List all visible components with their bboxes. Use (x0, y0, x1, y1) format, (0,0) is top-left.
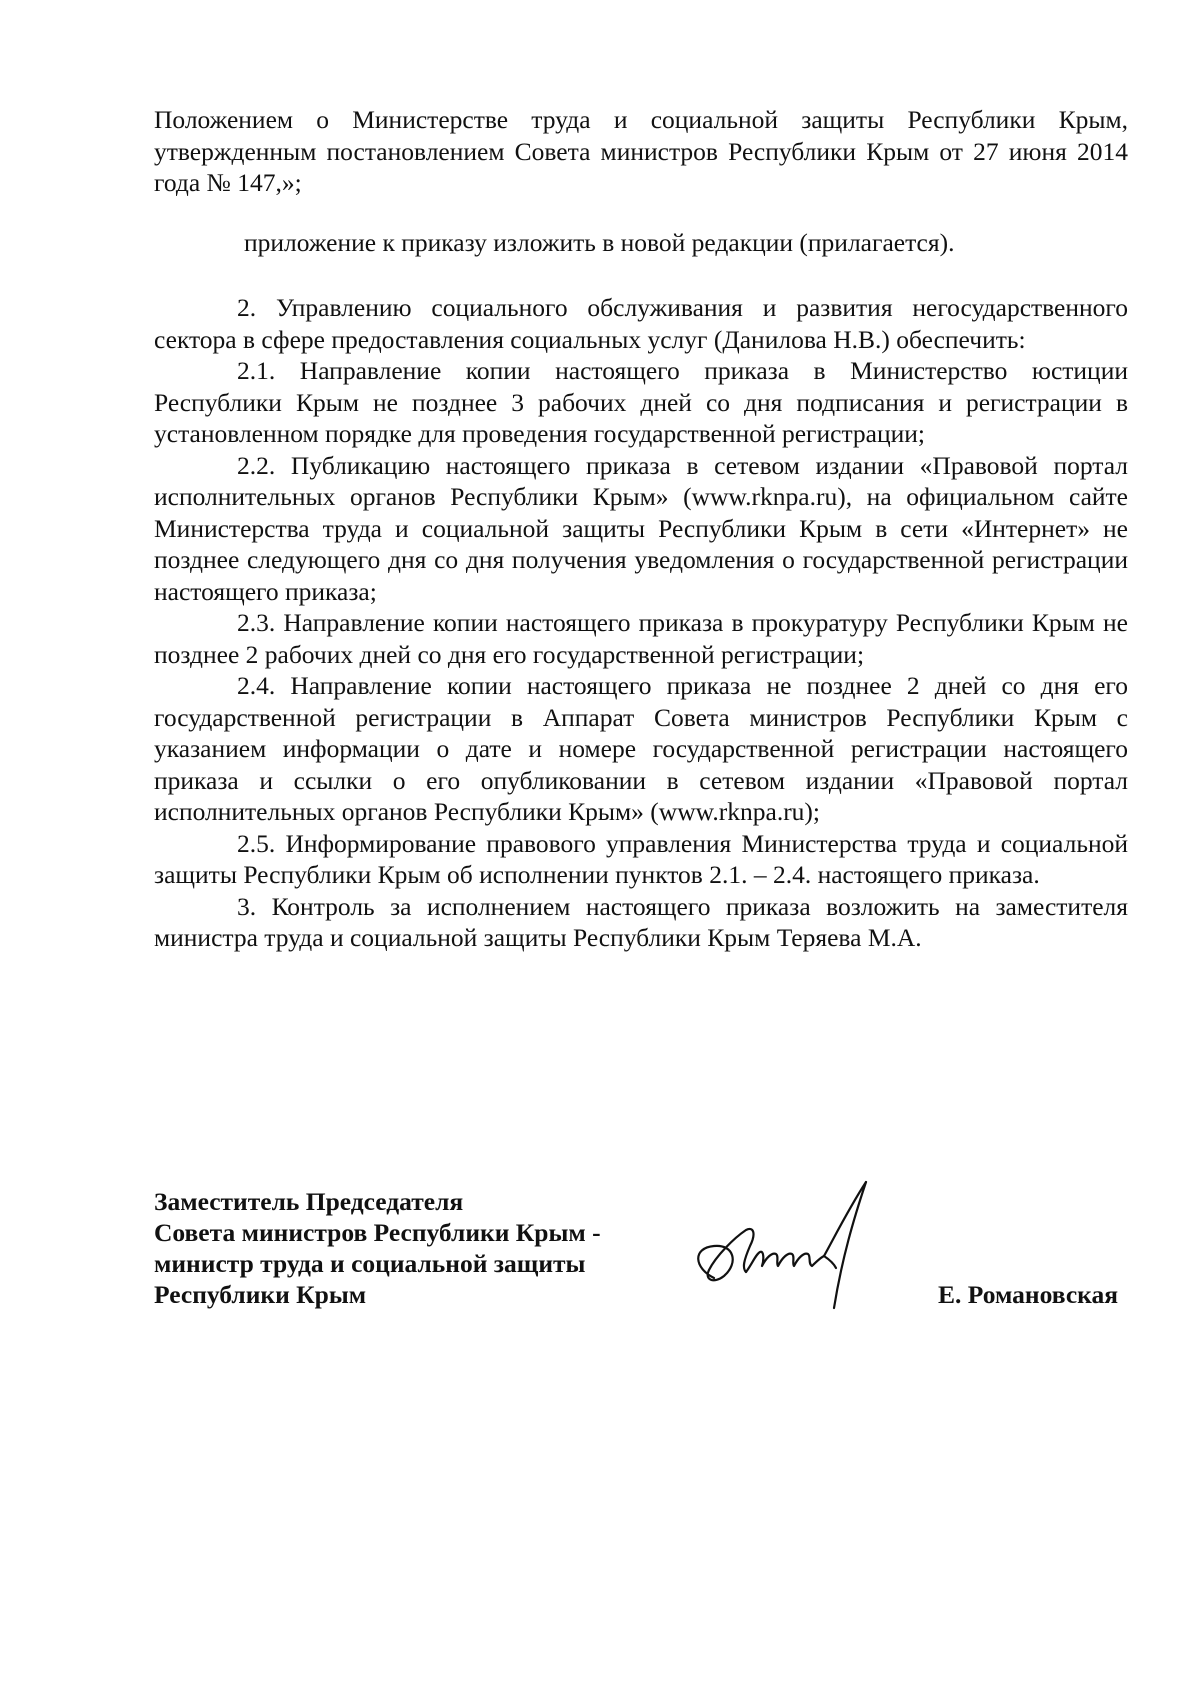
signatory-name: Е. Романовская (938, 1280, 1118, 1309)
document-body (154, 104, 1128, 954)
item-2-3: 2.3. Направление копии настоящего приказа в прокуратуру Республики Крым не позднее 2 рабочих дней со дня его государственной регистрации; (154, 608, 1128, 669)
signatory-title-line: Совета министров Республики Крым - (154, 1218, 601, 1247)
handwritten-signature (684, 1168, 884, 1328)
item-3: 3. Контроль за исполнением настоящего приказа возложить на заместителя министра труда и социальной защиты Республики Крым Теряева М.А. (154, 891, 1128, 952)
item-2-1: 2.1. Направление копии настоящего приказа в Министерство юстиции Республики Крым не позднее 3 рабочих дней со дня подписания и регистрации в установленном порядке для проведения государственной регистрации; (154, 356, 1128, 448)
signatory-title-line: Заместитель Председателя (154, 1187, 464, 1216)
signatory-title-line: министр труда и социальной защиты (154, 1249, 586, 1278)
item-2-5: 2.5. Информирование правового управления Министерства труда и социальной защиты Республики Крым об исполнении пунктов 2.1. – 2.4. настоящего приказа. (154, 828, 1128, 889)
para-annex: приложение к приказу изложить в новой редакции (прилагается). (244, 227, 955, 257)
signature-block (154, 1186, 1128, 1326)
signatory-title-line: Республики Крым (154, 1280, 367, 1309)
item-2-4: 2.4. Направление копии настоящего приказа не позднее 2 дней со дня его государственной регистрации в Аппарат Совета министров Республики Крым с указанием информации о дате и номере государственной регистрации настоящего приказа и ссылки о его опубликовании в сетевом издании «Правовой портал исполнительных органов Республики Крым» (www.rknpa.ru); (154, 671, 1128, 826)
item-2: 2. Управлению социального обслуживания и развития негосударственного сектора в сфере предоставления социальных услуг (Данилова Н.В.) обеспечить: (154, 293, 1128, 354)
item-2-2: 2.2. Публикацию настоящего приказа в сетевом издании «Правовой портал исполнительных органов Республики Крым» (www.rknpa.ru), на официальном сайте Министерства труда и социальной защиты Республики Крым в сети «Интернет» не позднее следующего дня со дня получения уведомления о государственной регистрации настоящего приказа; (154, 450, 1128, 606)
para-intro: Положением о Министерстве труда и социальной защиты Республики Крым, утвержденным постановлением Совета министров Республики Крым от 27 июня 2014 года № 147,»; (154, 105, 1128, 197)
